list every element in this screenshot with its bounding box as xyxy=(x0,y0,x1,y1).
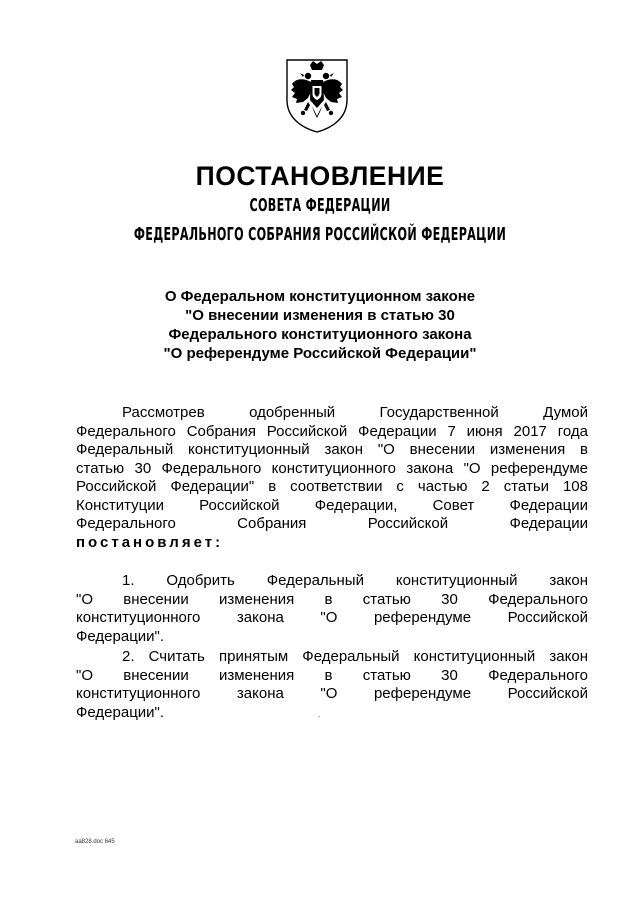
issuer-line-2: ФЕДЕРАЛЬНОГО СОБРАНИЯ РОССИЙСКОЙ ФЕДЕРАЦИИ xyxy=(133,224,507,245)
law-title-line: Федерального конституционного закона xyxy=(168,326,472,343)
item-1-line: Федерации". xyxy=(76,627,165,645)
item-2-line: Федерации". xyxy=(76,703,165,721)
item-2-line: конституционного закона "О референдуме Российской xyxy=(76,685,588,702)
preamble-paragraph xyxy=(76,404,588,552)
law-title-line: "О референдуме Российской Федерации" xyxy=(163,345,477,362)
item-1-line: 1. Одобрить Федеральный конституционный закон xyxy=(122,572,588,589)
file-reference: aa828.doc 645 xyxy=(75,839,115,845)
item-2-line: 2. Считать принятым Федеральный конституционный закон xyxy=(122,648,588,665)
item-1-line: конституционного закона "О референдуме Российской xyxy=(76,609,588,626)
preamble-line: Рассмотрев одобренный Государственной Думой xyxy=(122,404,588,421)
item-1-paragraph xyxy=(76,572,588,646)
preamble-line: Конституции Российской Федерации, Совет Федерации xyxy=(76,496,588,514)
item-1-line: "О внесении изменения в статью 30 Федерального xyxy=(76,590,588,608)
law-title xyxy=(0,287,640,363)
preamble-line: Федерального Собрания Российской Федерации xyxy=(76,515,588,532)
russian-coat-of-arms-icon xyxy=(284,56,350,134)
document-title: ПОСТАНОВЛЕНИЕ xyxy=(195,161,445,191)
issuer-line-1: СОВЕТА ФЕДЕРАЦИИ xyxy=(249,195,391,216)
preamble-line: статью 30 Федерального конституционного закона "О референдуме xyxy=(76,459,588,477)
item-2-line: "О внесении изменения в статью 30 Федерального xyxy=(76,666,588,684)
preamble-line: Федерального Собрания Российской Федерации 7 июня 2017 года xyxy=(76,422,588,440)
resolves-word: постановляет: xyxy=(76,533,224,551)
item-2-paragraph xyxy=(76,648,588,722)
scan-speck xyxy=(318,716,320,717)
preamble-line: Федеральный конституционный закон "О внесении изменения в xyxy=(76,441,588,458)
law-title-line: "О внесении изменения в статью 30 xyxy=(185,307,455,324)
preamble-line: Российской Федерации" в соответствии с частью 2 статьи 108 xyxy=(76,478,588,495)
law-title-line: О Федеральном конституционном законе xyxy=(164,288,476,305)
